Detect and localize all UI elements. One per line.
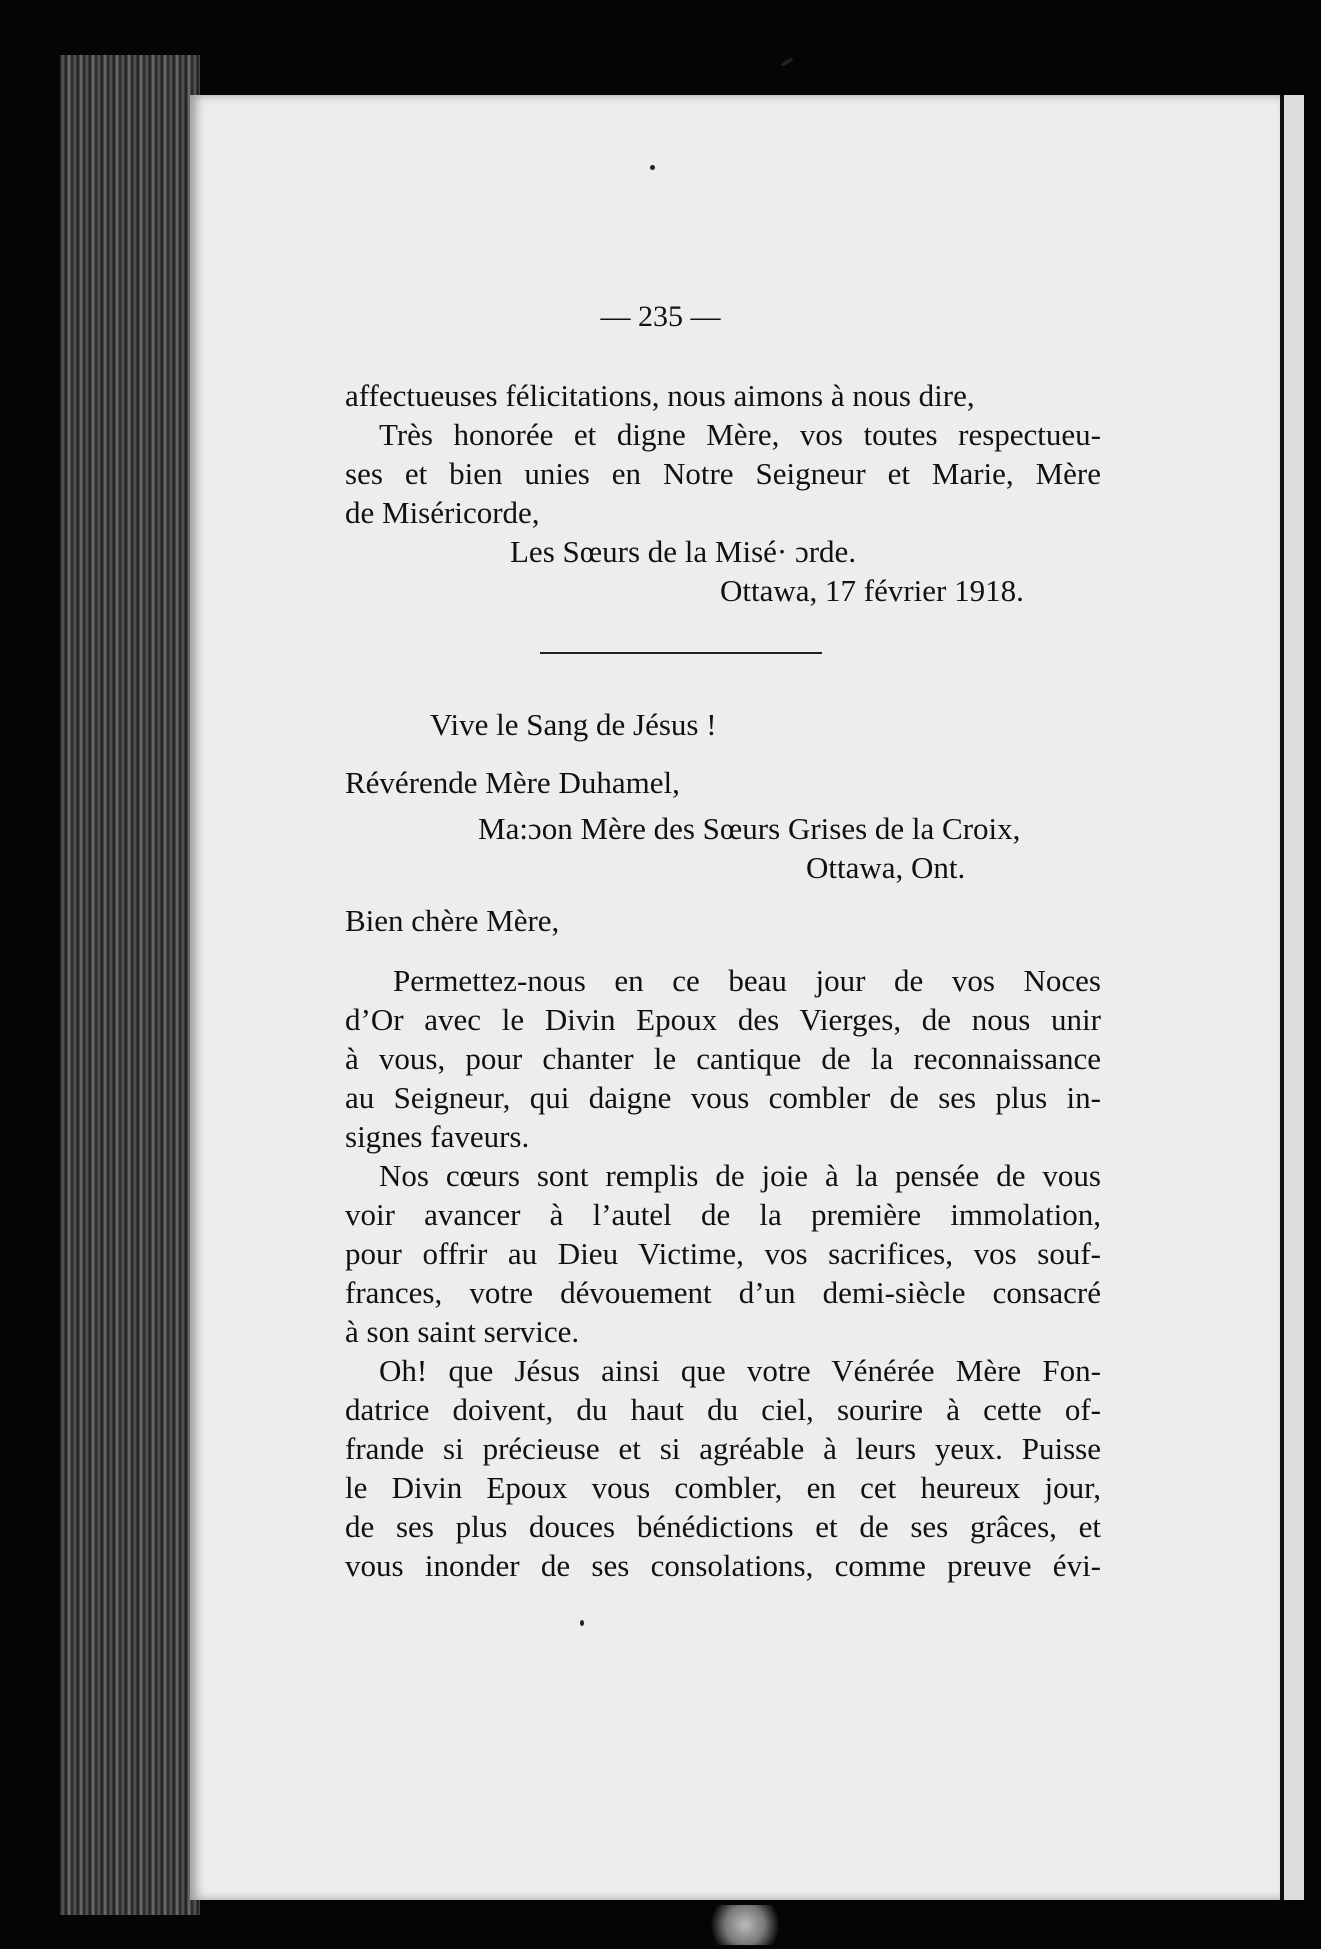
paragraph1-line-5: signes faveurs. [345, 1119, 530, 1154]
paragraph1-line-4: au Seigneur, qui daigne vous combler de ses plus in- [345, 1080, 1101, 1115]
addressee: Révérende Mère Duhamel, [345, 765, 680, 800]
address-line-1: Ma:ɔon Mère des Sœurs Grises de la Croix, [478, 811, 1021, 846]
paragraph1-line-3: à vous, pour chanter le cantique de la reconnaissance [345, 1041, 1101, 1076]
paragraph3-line-4: le Divin Epoux vous combler, en cet heureux jour, [345, 1470, 1101, 1505]
section1-line-2: Très honorée et digne Mère, vos toutes respectueu- [379, 417, 1101, 452]
section1-line-4: de Miséricorde, [345, 495, 540, 530]
paragraph3-line-1: Oh! que Jésus ainsi que votre Vénérée Mère Fon- [379, 1353, 1101, 1388]
salutation: Vive le Sang de Jésus ! [430, 707, 717, 742]
address-line-2: Ottawa, Ont. [806, 850, 966, 885]
paragraph3-line-6: vous inonder de ses consolations, comme preuve évi- [345, 1548, 1101, 1583]
scan-speck [580, 1620, 584, 1626]
paragraph2-line-3: pour offrir au Dieu Victime, vos sacrifices, vos souf- [345, 1236, 1101, 1271]
paragraph3-line-2: datrice doivent, du haut du ciel, sourire à cette of- [345, 1392, 1101, 1427]
paragraph1-line-2: d’Or avec le Divin Epoux des Vierges, de nous unir [345, 1002, 1101, 1037]
paragraph3-line-3: frande si précieuse et si agréable à leurs yeux. Puisse [345, 1431, 1101, 1466]
greeting: Bien chère Mère, [345, 903, 560, 938]
page-number: — 235 — [600, 300, 721, 333]
scan-smudge [700, 1905, 790, 1945]
section1-line-3: ses et bien unies en Notre Seigneur et Marie, Mère [345, 456, 1101, 491]
book-page-stack-edge [60, 55, 200, 1915]
facing-page-edge [1280, 95, 1304, 1900]
paragraph2-line-4: frances, votre dévouement d’un demi-siècle consacré [345, 1275, 1101, 1310]
place-date: Ottawa, 17 février 1918. [720, 573, 1024, 608]
scan-speck [650, 165, 655, 170]
signature: Les Sœurs de la Misé· ɔrde. [510, 534, 857, 569]
section1-line-1: affectueuses félicitations, nous aimons à nous dire, [345, 378, 975, 413]
paragraph1-line-1: Permettez-nous en ce beau jour de vos Noces [393, 963, 1101, 998]
paragraph2-line-1: Nos cœurs sont remplis de joie à la pensée de vous [379, 1158, 1101, 1193]
paragraph2-line-2: voir avancer à l’autel de la première immolation, [345, 1197, 1101, 1232]
paragraph3-line-5: de ses plus douces bénédictions et de ses grâces, et [345, 1509, 1101, 1544]
paragraph2-line-5: à son saint service. [345, 1314, 580, 1349]
section-divider [540, 652, 822, 654]
